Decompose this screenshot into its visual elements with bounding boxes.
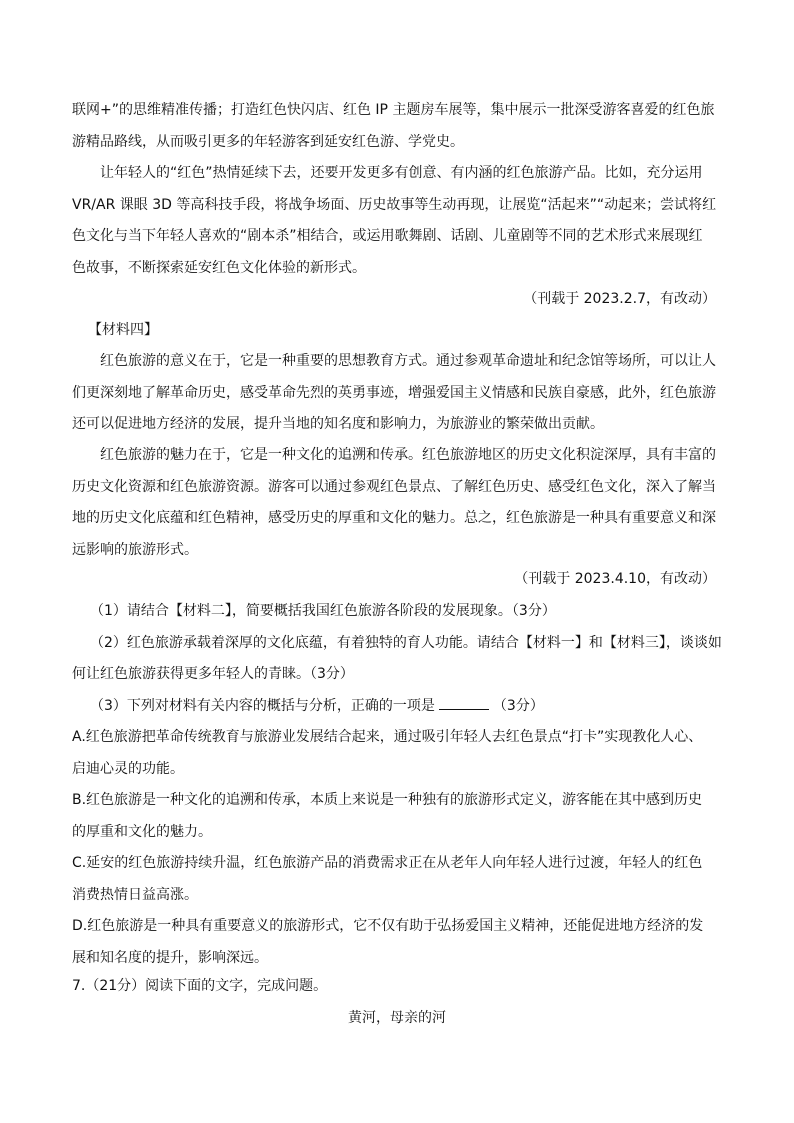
reading-title: 黄河，母亲的河 [348, 1010, 446, 1026]
question-3-score: （3分） [492, 697, 544, 714]
text-line: 让年轻人的“红色”热情延续下去，还要开发更多有创意、有内涵的红色旅游产品。比如，充分运用 [100, 165, 703, 181]
option-c-line: C.延安的红色旅游持续升温，红色旅游产品的消费需求正在从老年人向年轻人进行过渡，年轻人的红色 [72, 855, 703, 871]
question-3-text: （3）下列对材料有关内容的概括与分析，正确的一项是 [90, 697, 435, 714]
option-b-line: B.红色旅游是一种文化的追溯和传承，本质上来说是一种独有的旅游形式定义，游客能在其中感到历史 [72, 792, 703, 808]
text-line: 红色旅游的魅力在于，它是一种文化的追溯和传承。红色旅游地区的历史文化积淀深厚，具有丰富的 [100, 447, 716, 463]
option-d-line: 展和知名度的提升，影响深远。 [72, 949, 268, 966]
text-line: 还可以促进地方经济的发展，提升当地的知名度和影响力，为旅游业的繁荣做出贡献。 [72, 416, 604, 432]
text-line: 联网+”的思维精准传播；打造红色快闪店、红色 IP 主题房车展等，集中展示一批深受游客喜爱的红色旅 [72, 102, 715, 118]
option-b-line: 的厚重和文化的魅力。 [72, 823, 212, 840]
option-d-line: D.红色旅游是一种具有重要意义的旅游形式，它不仅有助于弘扬爱国主义精神，还能促进地方经济的发 [72, 918, 704, 934]
text-line: 色故事，不断探索延安红色文化体验的新形式。 [72, 259, 366, 276]
question-1: （1）请结合【材料二】，简要概括我国红色旅游各阶段的发展现象。（3分） [90, 603, 556, 619]
text-line: 红色旅游的意义在于，它是一种重要的思想教育方式。通过参观革命遗址和纪念馆等场所，可以让人 [100, 353, 716, 369]
text-line: 色文化与当下年轻人喜欢的“剧本杀”相结合，或运用歌舞剧、话剧、儿童剧等不同的艺术形式来展现红 [72, 228, 703, 244]
material3-tail-paragraph [72, 95, 732, 158]
option-c-line: 消费热情日益高涨。 [72, 886, 198, 903]
text-line: 历史文化资源和红色旅游资源。游客可以通过参观红色景点、了解红色历史、感受红色文化，深入了解当 [72, 478, 716, 495]
material4-paragraph-2 [72, 440, 732, 566]
material3-paragraph-2 [72, 158, 732, 284]
text-line: 游精品路线，从而吸引更多的年轻游客到延安红色游、学党史。 [72, 133, 464, 150]
questions-block [72, 596, 732, 974]
option-a-line: A.红色旅游把革命传统教育与旅游业发展结合起来，通过吸引年轻人去红色景点“打卡”实现教化人心、 [72, 729, 703, 745]
question-7: 7.（21分）阅读下面的文字，完成问题。 [72, 978, 328, 994]
text-line: 远影响的旅游形式。 [72, 541, 198, 558]
text-line: 地的历史文化底蕴和红色精神，感受历史的厚重和文化的魅力。总之，红色旅游是一种具有重要意义和深 [72, 510, 716, 526]
material4-source: （刊载于 2023.4.10，有改动） [514, 571, 716, 587]
material4-heading: 【材料四】 [88, 322, 158, 338]
question-3 [72, 691, 732, 723]
question-2-line: 何让红色旅游获得更多年轻人的青睐。（3分） [72, 666, 354, 682]
text-line: 们更深刻地了解革命历史，感受革命先烈的英勇事迹，增强爱国主义情感和民族自豪感，此外，红色旅游 [72, 384, 716, 401]
option-a-line: 启迪心灵的功能。 [72, 760, 184, 777]
question-2-line: （2）红色旅游承载着深厚的文化底蕴，有着独特的育人功能。请结合【材料一】和【材料三】，谈谈如 [90, 634, 722, 651]
text-line: VR/AR 课眼 3D 等高科技手段，将战争场面、历史故事等生动再现，让展览“活起来”“动起来；尝试将红 [72, 196, 717, 213]
material4-paragraph-1 [72, 346, 732, 441]
material3-source: （刊载于 2023.2.7，有改动） [523, 291, 716, 307]
answer-blank[interactable] [439, 695, 489, 710]
